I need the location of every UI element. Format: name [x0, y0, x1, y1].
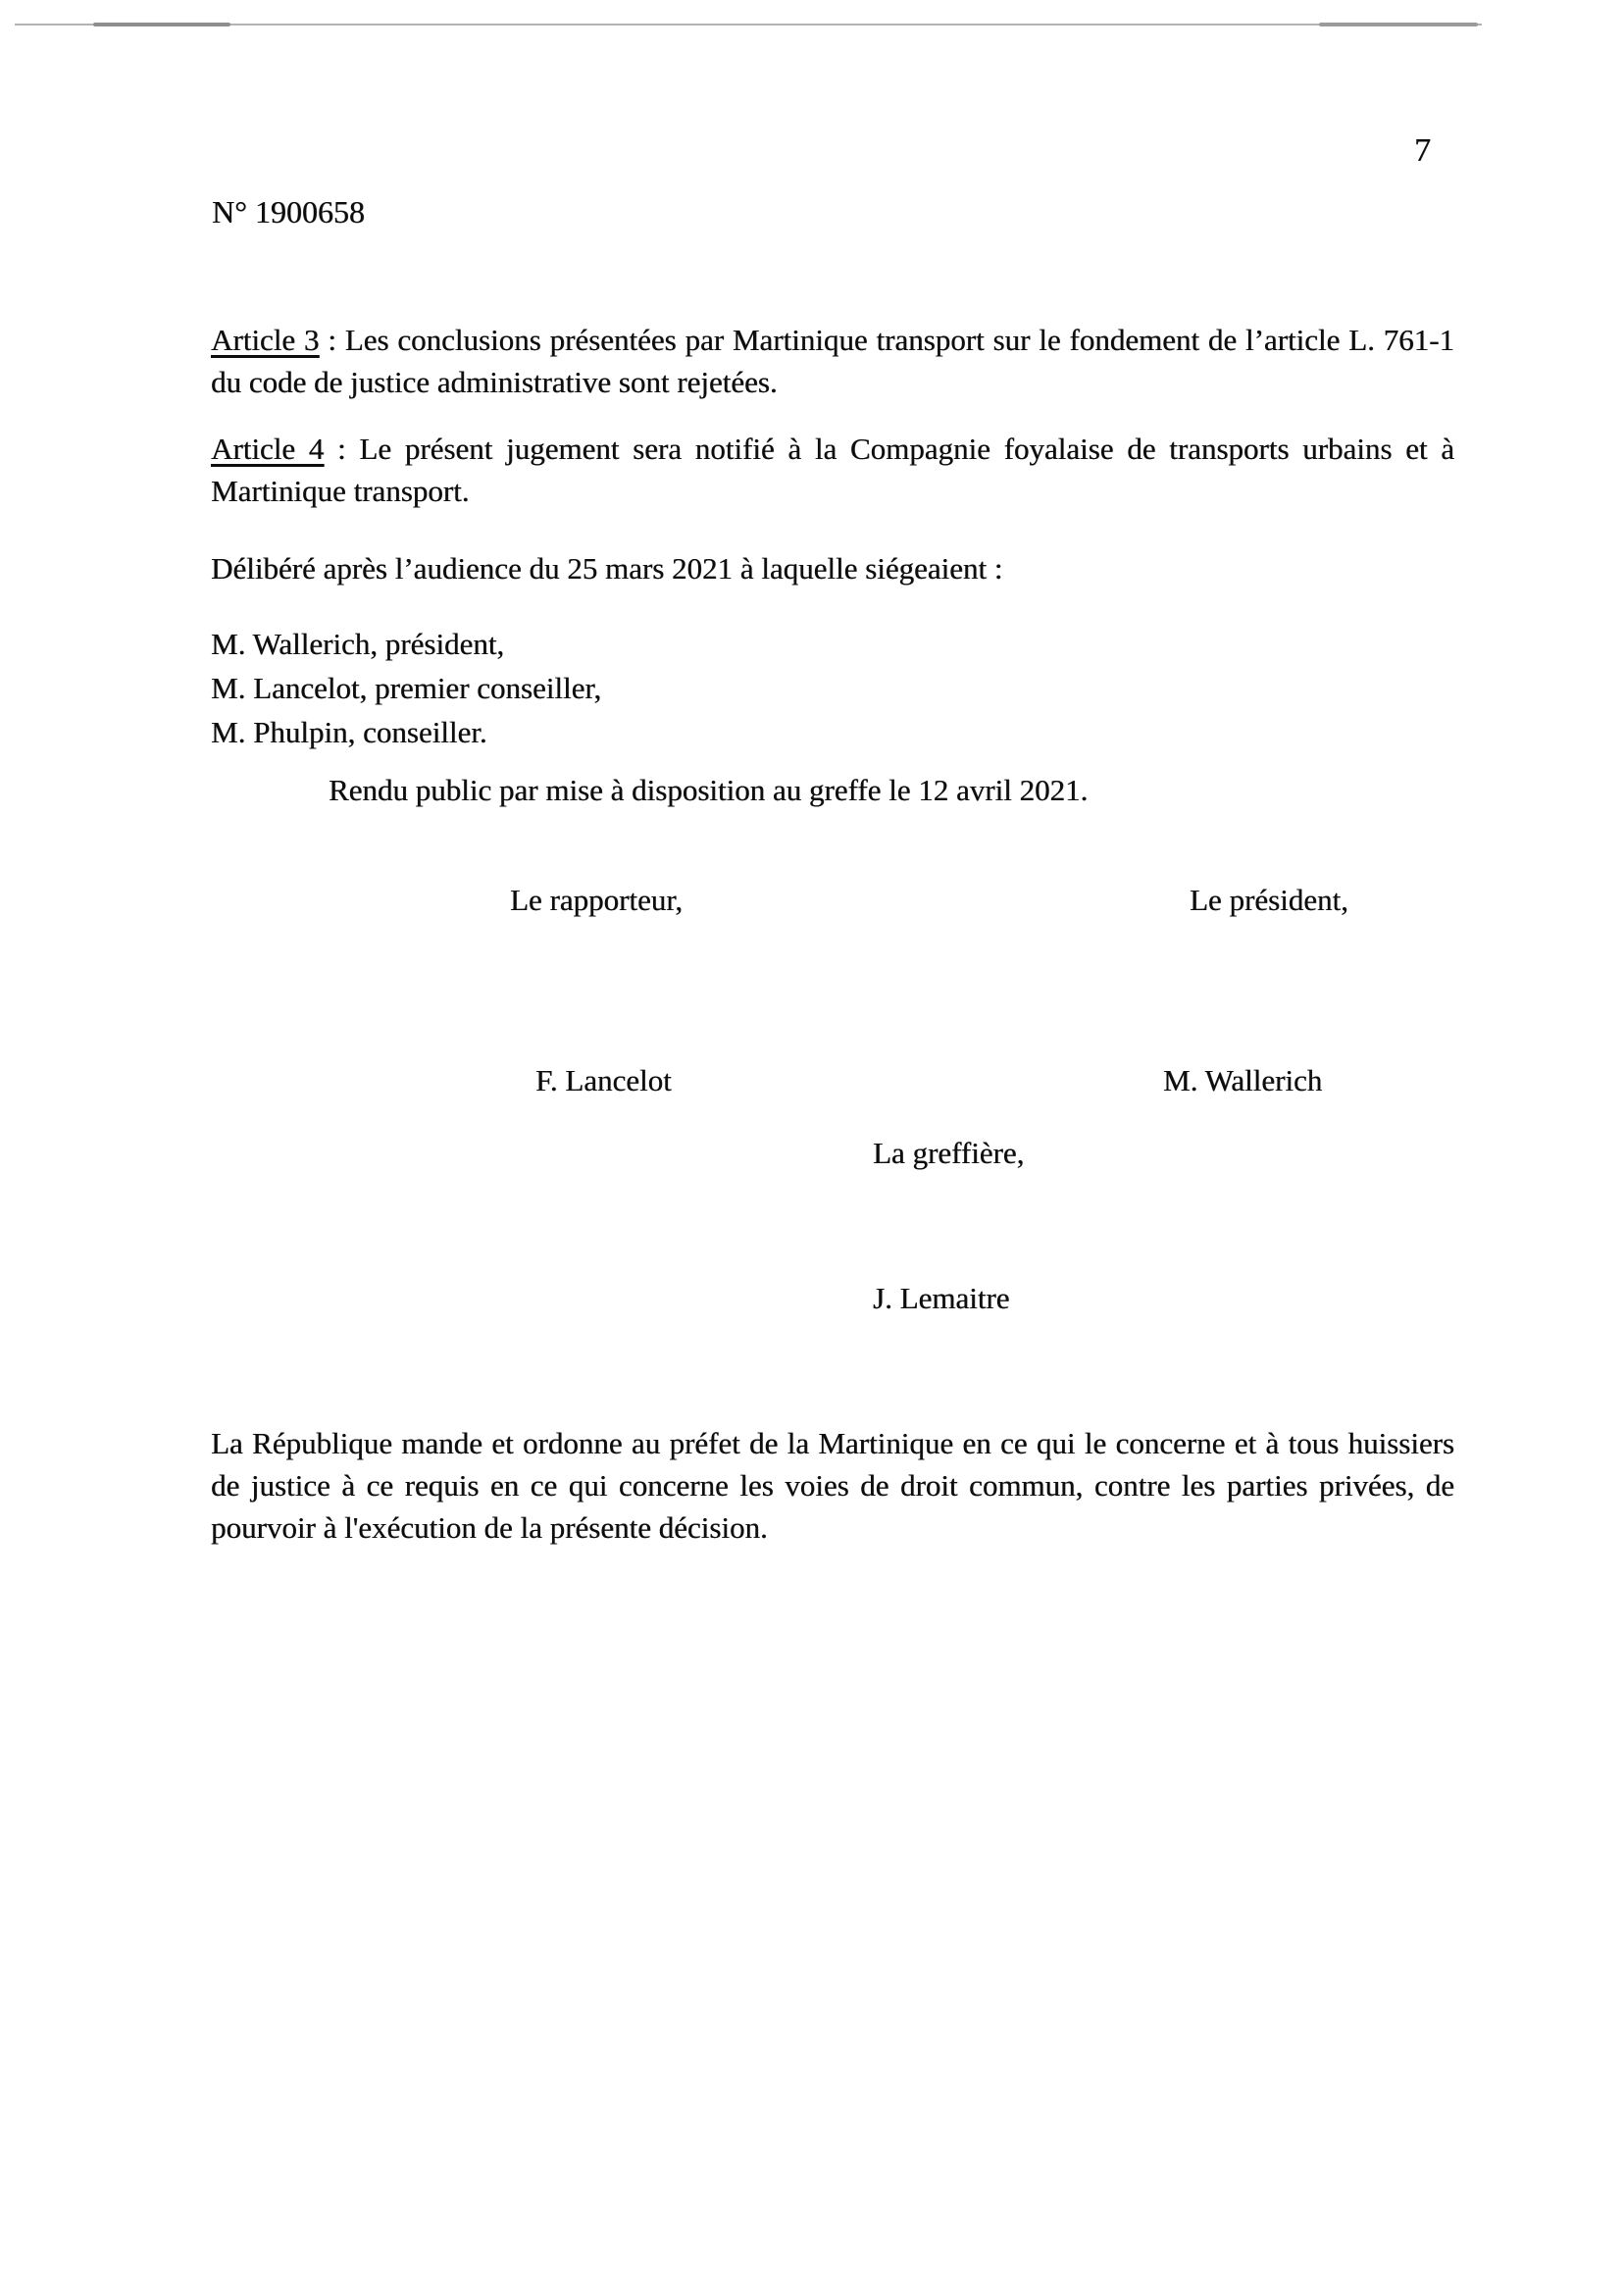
- president-name: M. Wallerich: [1163, 1063, 1323, 1097]
- president-title: Le président,: [1190, 883, 1348, 917]
- scan-artifact-line-segment: [93, 23, 230, 26]
- rapporteur-title: Le rapporteur,: [510, 883, 684, 917]
- execution-formula-paragraph: La République mande et ordonne au préfet de la Martinique en ce qui le concerne et à tous huissiers de justice à ce requis en ce qui concerne les voies de droit commun, contre les parties privées, de pourvoir à l'exécution de la présente décision.: [211, 1426, 1454, 1545]
- scan-artifact-line-segment: [1319, 23, 1478, 26]
- scan-artifact-line: [15, 24, 1482, 25]
- rapporteur-name: F. Lancelot: [535, 1063, 672, 1097]
- article-3-label: Article 3: [211, 323, 320, 357]
- article-4-paragraph: [211, 428, 1454, 512]
- publication-statement: Rendu public par mise à disposition au greffe le 12 avril 2021.: [329, 773, 1089, 807]
- greffier-title: La greffière,: [873, 1136, 1025, 1170]
- page-number: 7: [1414, 132, 1431, 169]
- panel-members-list: [211, 622, 1192, 754]
- article-4-text: : Le présent jugement sera notifié à la Compagnie foyalaise de transports urbains et à Martinique transport.: [211, 432, 1454, 508]
- panel-member: M. Phulpin, conseiller.: [211, 715, 487, 749]
- panel-member: M. Wallerich, président,: [211, 627, 505, 661]
- article-3-paragraph: [211, 319, 1454, 403]
- article-3-text: : Les conclusions présentées par Martinique transport sur le fondement de l’article L. 761-1 du code de justice administrative sont rejetées.: [211, 323, 1454, 399]
- article-4-label: Article 4: [211, 432, 325, 466]
- deliberation-intro: Délibéré après l’audience du 25 mars 2021 à laquelle siégeaient :: [211, 551, 1003, 586]
- greffier-name: J. Lemaitre: [873, 1281, 1010, 1315]
- case-number: N° 1900658: [212, 194, 365, 229]
- panel-member: M. Lancelot, premier conseiller,: [211, 671, 602, 705]
